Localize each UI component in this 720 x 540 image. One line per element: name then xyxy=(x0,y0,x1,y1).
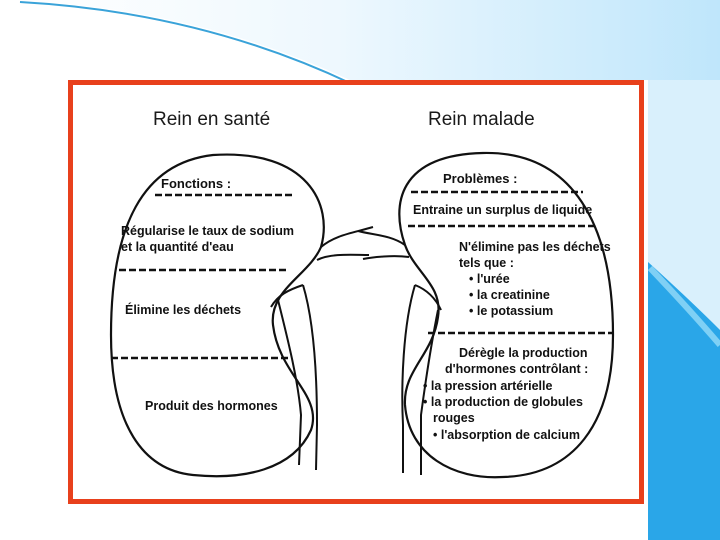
sick-section-1-line-1: Entraine un surplus de liquide xyxy=(413,203,593,217)
sick-vessel-upper xyxy=(358,231,405,245)
sick-vessel-lower xyxy=(363,256,409,259)
sick-section-3-line-3: • la pression artérielle xyxy=(423,379,553,393)
sick-section-3-line-6: • l'absorption de calcium xyxy=(433,428,580,442)
sick-section-3-line-5: rouges xyxy=(433,411,475,425)
sick-section-2-line-1: N'élimine pas les déchets xyxy=(459,240,611,254)
sick-section-2-line-5: • le potassium xyxy=(469,304,554,318)
healthy-vessel-lower xyxy=(317,255,369,260)
sick-kidney-title: Rein malade xyxy=(428,109,535,130)
sick-section-3-line-2: d'hormones contrôlant : xyxy=(445,362,589,376)
healthy-ureter-left xyxy=(278,300,301,465)
kidney-diagram xyxy=(73,85,639,499)
sick-section-3-line-4: • la production de globules xyxy=(423,395,583,409)
healthy-section-3-line-1: Produit des hormones xyxy=(145,399,278,413)
sick-section-2-line-4: • la creatinine xyxy=(469,288,550,302)
sick-section-2-line-3: • l'urée xyxy=(469,272,510,286)
healthy-vessel-upper xyxy=(321,227,373,247)
kidney-diagram-frame xyxy=(68,80,644,504)
healthy-section-1-line-1: Régularise le taux de sodium xyxy=(121,224,294,238)
healthy-section-1-line-2: et la quantité d'eau xyxy=(121,240,234,254)
healthy-header-label: Fonctions : xyxy=(161,176,232,191)
healthy-section-2-line-1: Élimine les déchets xyxy=(125,303,242,317)
healthy-kidney-title: Rein en santé xyxy=(153,109,271,130)
sick-section-2-line-2: tels que : xyxy=(459,256,514,270)
sick-section-3-line-1: Dérègle la production xyxy=(459,346,588,360)
sick-header-label: Problèmes : xyxy=(443,171,518,186)
